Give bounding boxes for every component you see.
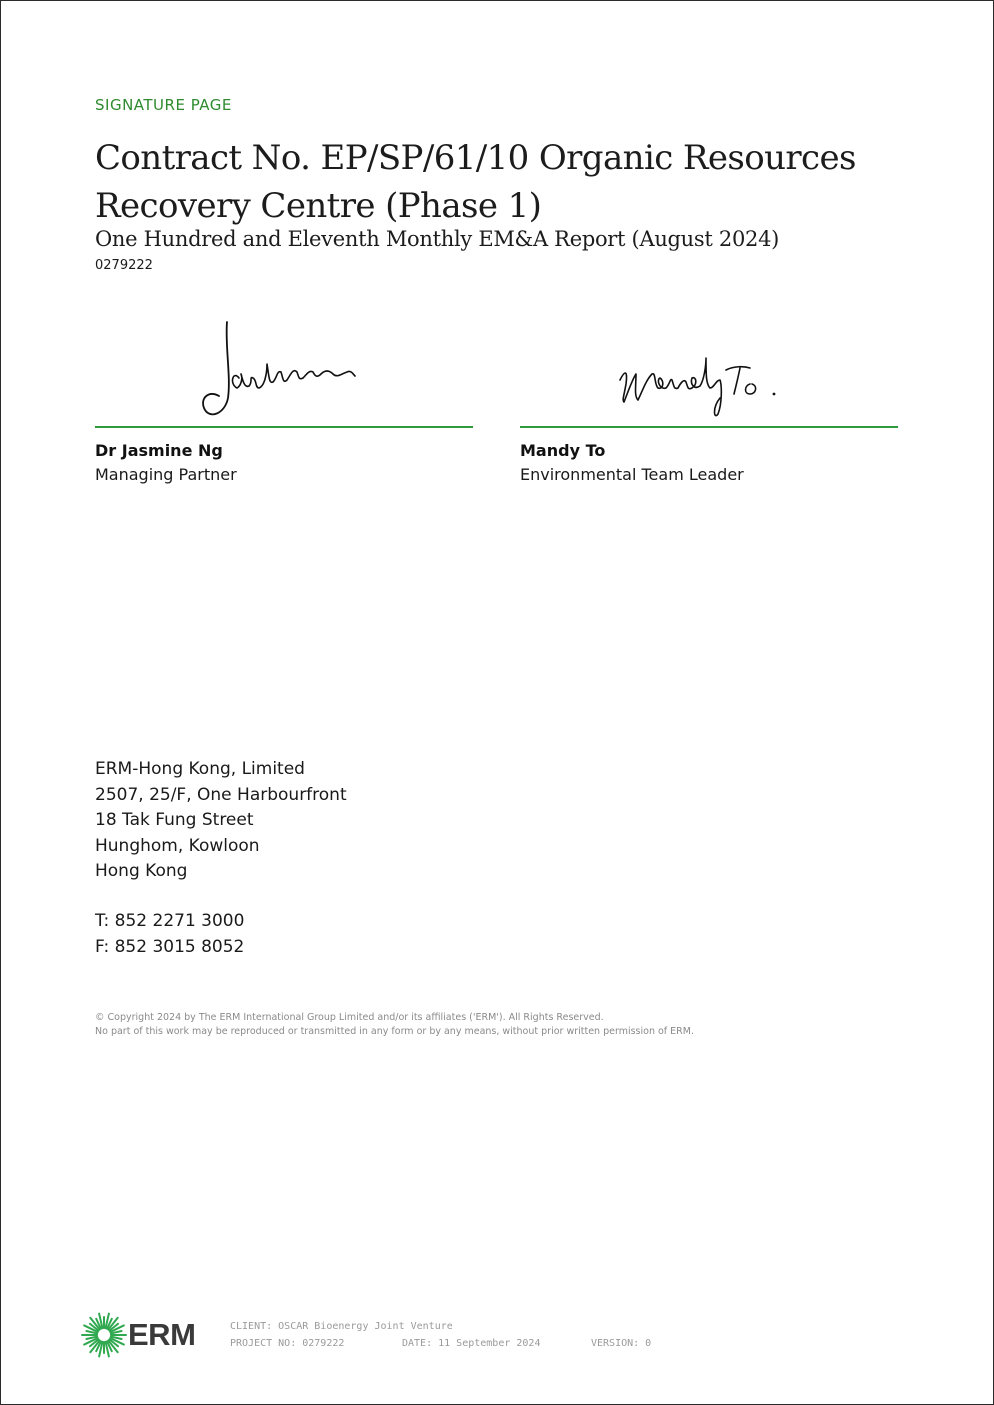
copyright-line: © Copyright 2024 by The ERM International Group Limited and/or its affiliates ('ERM'). All Rights Reserved.	[95, 1012, 604, 1023]
signature-block-jasmine-ng	[95, 310, 473, 488]
office-address	[95, 757, 347, 885]
copyright-line: No part of this work may be reproduced or transmitted in any form or by any means, without prior written permission of ERM.	[95, 1026, 694, 1037]
signature-line	[95, 426, 473, 428]
signatory-role: Environmental Team Leader	[520, 465, 744, 484]
address-line: Hong Kong	[95, 861, 188, 881]
signature-block-mandy-to	[520, 310, 898, 488]
footer-metadata	[230, 1318, 651, 1352]
phone-number: T: 852 2271 3000	[95, 911, 245, 931]
logo-text: ERM	[128, 1317, 196, 1352]
footer-version: VERSION: 0	[591, 1338, 652, 1349]
section-label: SIGNATURE PAGE	[95, 96, 232, 114]
address-line: 18 Tak Fung Street	[95, 810, 254, 830]
erm-sunburst-icon	[80, 1310, 128, 1360]
address-line: Hunghom, Kowloon	[95, 835, 260, 856]
copyright-notice	[95, 1011, 694, 1039]
footer-date: DATE: 11 September 2024	[402, 1338, 541, 1349]
signature-area	[520, 310, 898, 426]
signatory-name: Mandy To	[520, 441, 606, 460]
signature-area	[95, 310, 473, 426]
project-code: 0279222	[95, 258, 153, 273]
fax-number: F: 852 3015 8052	[95, 937, 245, 957]
signatory-role: Managing Partner	[95, 465, 237, 484]
report-title: Contract No. EP/SP/61/10 Organic Resources Recovery Centre (Phase 1)	[95, 138, 856, 226]
erm-logo	[80, 1310, 210, 1360]
address-line: ERM-Hong Kong, Limited	[95, 759, 305, 779]
signatory-name: Dr Jasmine Ng	[95, 441, 223, 460]
report-subtitle: One Hundred and Eleventh Monthly EM&A Report (August 2024)	[95, 227, 780, 251]
handwritten-signature-jasmine	[195, 316, 395, 426]
handwritten-signature-mandy	[610, 344, 810, 434]
footer-project-no: PROJECT NO: 0279222	[230, 1338, 345, 1349]
contact-numbers	[95, 908, 244, 960]
address-line: 2507, 25/F, One Harbourfront	[95, 784, 347, 805]
footer-client: CLIENT: OSCAR Bioenergy Joint Venture	[230, 1321, 453, 1332]
